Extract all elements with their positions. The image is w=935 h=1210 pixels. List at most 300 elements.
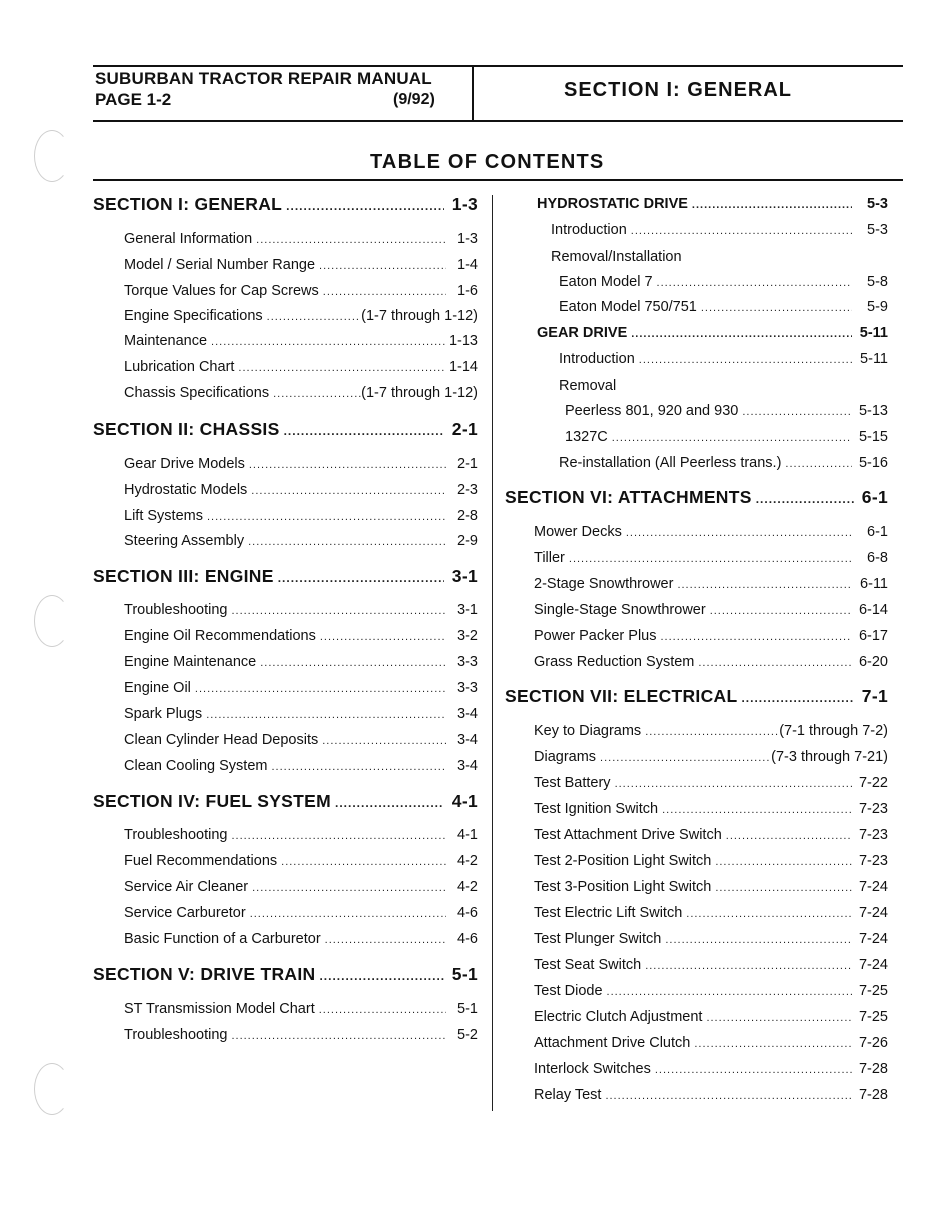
toc-section-label: SECTION IV: FUEL SYSTEM — [93, 791, 331, 811]
toc-page-ref: 6-17 — [858, 628, 888, 644]
section-heading: SECTION I: GENERAL — [564, 79, 793, 101]
toc-entry-label: Chassis Specifications — [124, 385, 270, 401]
toc-row — [534, 827, 888, 843]
dot-leader — [615, 778, 852, 790]
toc-entry-introduction — [559, 351, 888, 367]
toc-entry-hydrostatic-drive — [537, 196, 888, 212]
toc-entry-test-plunger-switch — [534, 931, 888, 947]
toc-page-ref: 5-11 — [860, 351, 888, 367]
toc-row — [534, 1061, 888, 1077]
dot-leader — [238, 362, 445, 374]
toc-page-ref: 3-4 — [457, 758, 478, 774]
toc-entry-lift-systems — [124, 508, 478, 524]
toc-row — [559, 455, 888, 471]
binder-hole-mark — [34, 595, 70, 647]
toc-title: TABLE OF CONTENTS — [370, 151, 605, 173]
toc-row — [534, 801, 888, 817]
dot-leader — [231, 830, 446, 842]
toc-entry-2-stage-snowthrower — [534, 576, 888, 592]
dot-leader — [249, 459, 446, 471]
toc-entry-label: Test Electric Lift Switch — [534, 905, 683, 921]
toc-row — [537, 196, 888, 212]
toc-entry-test-electric-lift-switch — [534, 905, 888, 921]
toc-entry-fuel-recommendations — [124, 853, 478, 869]
toc-section-section-iv-fuel-system — [93, 791, 478, 812]
toc-section-section-i-general — [93, 194, 478, 215]
toc-entry-maintenance — [124, 333, 478, 349]
toc-row — [124, 732, 478, 748]
dot-leader — [645, 726, 779, 738]
dot-leader — [677, 579, 852, 591]
toc-entry-lubrication-chart — [124, 359, 478, 375]
toc-row — [124, 706, 478, 722]
toc-row — [559, 274, 888, 290]
toc-entry-label: Test Ignition Switch — [534, 801, 659, 817]
toc-page-ref: 7-28 — [858, 1061, 888, 1077]
toc-entry-clean-cooling-system — [124, 758, 478, 774]
toc-page-ref: 6-8 — [867, 550, 888, 566]
column-divider — [492, 195, 493, 1111]
toc-entry-label: Introduction — [559, 351, 635, 367]
dot-leader — [639, 354, 852, 366]
toc-section-label: SECTION II: CHASSIS — [93, 419, 280, 439]
dot-leader — [726, 830, 852, 842]
binder-hole-mark — [34, 130, 70, 182]
toc-row — [534, 524, 888, 540]
toc-page-ref: 5-16 — [858, 455, 888, 471]
toc-entry-label: Diagrams — [534, 749, 597, 765]
toc-row — [93, 566, 478, 587]
dot-leader — [284, 424, 444, 438]
toc-page-ref: 7-25 — [858, 983, 888, 999]
toc-row — [534, 1009, 888, 1025]
binder-hole-mark — [34, 1063, 70, 1115]
toc-entry-steering-assembly — [124, 533, 478, 549]
toc-row — [124, 931, 478, 947]
toc-entry-label: Test Battery — [534, 775, 611, 791]
toc-entry-test-battery — [534, 775, 888, 791]
toc-entry-general-information — [124, 231, 478, 247]
toc-row — [565, 403, 888, 419]
toc-row — [124, 758, 478, 774]
toc-page-ref: 4-6 — [457, 931, 478, 947]
toc-entry-label: GEAR DRIVE — [537, 325, 628, 341]
toc-page-ref: 1-14 — [448, 359, 478, 375]
toc-section-section-vii-electrical — [505, 686, 888, 707]
manual-title: SUBURBAN TRACTOR REPAIR MANUAL — [95, 69, 432, 88]
toc-entry-1327c — [565, 429, 888, 445]
dot-leader — [569, 553, 852, 565]
toc-entry-label: Grass Reduction System — [534, 654, 695, 670]
dot-leader — [231, 1030, 446, 1042]
toc-page-ref: 2-1 — [457, 456, 478, 472]
dot-leader — [195, 683, 446, 695]
toc-entry-label: ST Transmission Model Chart — [124, 1001, 315, 1017]
dot-leader — [319, 260, 446, 272]
toc-row — [124, 283, 478, 299]
toc-row — [534, 957, 888, 973]
toc-entry-label: Troubleshooting — [124, 602, 228, 618]
dot-leader — [250, 908, 446, 920]
dot-leader — [626, 527, 852, 539]
toc-page-ref: 1-3 — [457, 231, 478, 247]
dot-leader — [701, 302, 852, 314]
toc-entry-model-serial-number-range — [124, 257, 478, 273]
toc-entry-label: Service Carburetor — [124, 905, 246, 921]
toc-page-ref: 2-1 — [451, 419, 478, 439]
toc-row — [505, 487, 888, 508]
toc-row — [124, 482, 478, 498]
toc-row — [534, 853, 888, 869]
toc-entry-label: Model / Serial Number Range — [124, 257, 316, 273]
toc-entry-spark-plugs — [124, 706, 478, 722]
toc-entry-label: Lubrication Chart — [124, 359, 235, 375]
dot-leader — [686, 908, 852, 920]
toc-entry-label: Electric Clutch Adjustment — [534, 1009, 703, 1025]
toc-entry-troubleshooting — [124, 1027, 478, 1043]
toc-page-ref: 3-3 — [457, 654, 478, 670]
toc-page-ref: 1-6 — [457, 283, 478, 299]
toc-page-ref: 7-26 — [858, 1035, 888, 1051]
toc-row — [537, 325, 888, 341]
toc-page-ref: 6-1 — [861, 487, 888, 507]
dot-leader — [645, 960, 852, 972]
toc-entry-service-air-cleaner — [124, 879, 478, 895]
dot-leader — [741, 691, 854, 705]
toc-entry-electric-clutch-adjustment — [534, 1009, 888, 1025]
toc-entry-re-installation-all-peerless-trans — [559, 455, 888, 471]
toc-entry-removal — [559, 377, 888, 395]
toc-page-ref: 3-2 — [457, 628, 478, 644]
toc-entry-label: Test 2-Position Light Switch — [534, 853, 712, 869]
toc-entry-st-transmission-model-chart — [124, 1001, 478, 1017]
toc-entry-engine-oil — [124, 680, 478, 696]
toc-page-ref: 7-24 — [858, 879, 888, 895]
toc-entry-label: Relay Test — [534, 1087, 602, 1103]
toc-page-ref: 7-24 — [858, 931, 888, 947]
dot-leader — [600, 752, 771, 764]
toc-entry-troubleshooting — [124, 602, 478, 618]
dot-leader — [662, 804, 852, 816]
toc-entry-label: General Information — [124, 231, 253, 247]
toc-section-section-iii-engine — [93, 566, 478, 587]
toc-entry-test-diode — [534, 983, 888, 999]
dot-leader — [260, 657, 446, 669]
toc-entry-label: Clean Cylinder Head Deposits — [124, 732, 319, 748]
toc-row — [505, 686, 888, 707]
toc-row — [559, 351, 888, 367]
toc-entry-label: Test Plunger Switch — [534, 931, 662, 947]
dot-leader — [742, 406, 852, 418]
toc-entry-label: Spark Plugs — [124, 706, 203, 722]
toc-row — [124, 654, 478, 670]
dot-leader — [756, 492, 854, 506]
dot-leader — [612, 432, 852, 444]
toc-page-ref: 1-13 — [448, 333, 478, 349]
toc-row — [534, 1035, 888, 1051]
dot-leader — [256, 234, 446, 246]
dot-leader — [273, 388, 361, 400]
toc-page-ref: 4-1 — [457, 827, 478, 843]
toc-entry-label: Single-Stage Snowthrower — [534, 602, 706, 618]
toc-entry-relay-test — [534, 1087, 888, 1103]
toc-entry-label: Removal/Installation — [551, 249, 682, 265]
toc-entry-label: Service Air Cleaner — [124, 879, 249, 895]
toc-page-ref: 7-24 — [858, 905, 888, 921]
toc-entry-tiller — [534, 550, 888, 566]
dot-leader — [320, 631, 446, 643]
toc-entry-peerless-801-920-and-930 — [565, 403, 888, 419]
toc-entry-label: Attachment Drive Clutch — [534, 1035, 691, 1051]
toc-entry-test-ignition-switch — [534, 801, 888, 817]
toc-row — [534, 576, 888, 592]
toc-entry-label: Basic Function of a Carburetor — [124, 931, 321, 947]
toc-entry-label: Re-installation (All Peerless trans.) — [559, 455, 782, 471]
toc-entry-label: Troubleshooting — [124, 827, 228, 843]
toc-entry-basic-function-of-a-carburetor — [124, 931, 478, 947]
toc-entry-service-carburetor — [124, 905, 478, 921]
dot-leader — [319, 969, 444, 983]
toc-row — [534, 723, 888, 739]
toc-entry-label: Test Attachment Drive Switch — [534, 827, 722, 843]
header-divider — [472, 65, 474, 122]
toc-section-label: SECTION V: DRIVE TRAIN — [93, 964, 316, 984]
toc-page-ref: (1-7 through 1-12) — [361, 385, 478, 401]
toc-section-label: SECTION VII: ELECTRICAL — [505, 686, 738, 706]
dot-leader — [694, 1038, 852, 1050]
dot-leader — [286, 199, 444, 213]
toc-page-ref: 5-13 — [858, 403, 888, 419]
toc-page-ref: (1-7 through 1-12) — [361, 308, 478, 324]
toc-entry-label: Engine Oil Recommendations — [124, 628, 316, 644]
toc-entry-label: Fuel Recommendations — [124, 853, 278, 869]
toc-entry-label: Removal — [559, 378, 617, 394]
toc-row — [124, 308, 478, 324]
toc-entry-interlock-switches — [534, 1061, 888, 1077]
toc-entry-introduction — [551, 222, 888, 238]
toc-page-ref: 6-20 — [858, 654, 888, 670]
dot-leader — [785, 458, 852, 470]
toc-entry-label: Test Diode — [534, 983, 603, 999]
toc-page-ref: 4-1 — [451, 791, 478, 811]
dot-leader — [231, 605, 446, 617]
toc-row — [124, 333, 478, 349]
toc-entry-label: 1327C — [565, 429, 608, 445]
toc-page-ref: 7-23 — [858, 801, 888, 817]
toc-page-ref: 7-22 — [858, 775, 888, 791]
toc-entry-label: 2-Stage Snowthrower — [534, 576, 674, 592]
toc-entry-label: Test Seat Switch — [534, 957, 642, 973]
toc-row — [534, 628, 888, 644]
toc-entry-label: Engine Specifications — [124, 308, 263, 324]
toc-entry-test-attachment-drive-switch — [534, 827, 888, 843]
toc-row — [124, 1001, 478, 1017]
dot-leader — [631, 225, 852, 237]
toc-entry-label: HYDROSTATIC DRIVE — [537, 196, 688, 212]
toc-page-ref: 7-1 — [861, 686, 888, 706]
toc-row — [124, 359, 478, 375]
toc-entry-label: Introduction — [551, 222, 627, 238]
toc-page-ref: 2-3 — [457, 482, 478, 498]
dot-leader — [605, 1090, 852, 1102]
toc-page-ref: 5-1 — [451, 964, 478, 984]
toc-entry-chassis-specifications — [124, 385, 478, 401]
toc-entry-single-stage-snowthrower — [534, 602, 888, 618]
toc-section-label: SECTION I: GENERAL — [93, 194, 283, 214]
toc-row — [124, 602, 478, 618]
toc-row — [534, 550, 888, 566]
dot-leader — [207, 511, 446, 523]
toc-page-ref: 4-6 — [457, 905, 478, 921]
toc-row — [534, 931, 888, 947]
toc-entry-hydrostatic-models — [124, 482, 478, 498]
toc-entry-key-to-diagrams — [534, 723, 888, 739]
dot-leader — [631, 328, 852, 340]
toc-entry-label: Steering Assembly — [124, 533, 245, 549]
toc-row — [124, 879, 478, 895]
toc-rule — [93, 179, 903, 181]
dot-leader — [267, 311, 361, 323]
toc-page-ref: 6-14 — [858, 602, 888, 618]
toc-row — [93, 194, 478, 215]
toc-page-ref: 5-3 — [867, 196, 888, 212]
dot-leader — [655, 1064, 852, 1076]
toc-entry-engine-specifications — [124, 308, 478, 324]
toc-entry-label: Peerless 801, 920 and 930 — [565, 403, 739, 419]
toc-row — [124, 905, 478, 921]
toc-row — [124, 533, 478, 549]
toc-page-ref: 5-8 — [867, 274, 888, 290]
toc-row — [534, 1087, 888, 1103]
dot-leader — [715, 882, 852, 894]
toc-entry-label: Eaton Model 750/751 — [559, 299, 697, 315]
toc-row — [124, 628, 478, 644]
toc-entry-label: Clean Cooling System — [124, 758, 268, 774]
toc-entry-gear-drive — [537, 325, 888, 341]
toc-entry-label: Tiller — [534, 550, 565, 566]
toc-page-ref: 5-2 — [457, 1027, 478, 1043]
toc-entry-label: Torque Values for Cap Screws — [124, 283, 319, 299]
toc-entry-label: Engine Oil — [124, 680, 191, 696]
dot-leader — [657, 277, 852, 289]
toc-page-ref: 7-23 — [858, 827, 888, 843]
dot-leader — [211, 336, 445, 348]
toc-entry-label: Maintenance — [124, 333, 208, 349]
toc-entry-label: Test 3-Position Light Switch — [534, 879, 712, 895]
dot-leader — [661, 631, 853, 643]
toc-section-section-v-drive-train — [93, 964, 478, 985]
toc-row — [534, 749, 888, 765]
header-bottom-rule — [93, 120, 903, 122]
dot-leader — [271, 761, 446, 773]
toc-page-ref: (7-1 through 7-2) — [779, 723, 888, 739]
toc-row — [124, 680, 478, 696]
toc-row — [534, 983, 888, 999]
toc-entry-eaton-model-750-751 — [559, 299, 888, 315]
toc-section-label: SECTION III: ENGINE — [93, 566, 274, 586]
toc-row — [565, 429, 888, 445]
toc-page-ref: 7-25 — [858, 1009, 888, 1025]
toc-page-ref: 5-9 — [867, 299, 888, 315]
page-number: PAGE 1-2 — [95, 90, 172, 109]
toc-section-section-vi-attachments — [505, 487, 888, 508]
dot-leader — [281, 856, 446, 868]
toc-page-ref: 2-8 — [457, 508, 478, 524]
toc-entry-label: Mower Decks — [534, 524, 622, 540]
toc-row — [534, 879, 888, 895]
toc-page-ref: (7-3 through 7-21) — [771, 749, 888, 765]
toc-row — [559, 299, 888, 315]
toc-page-ref: 7-23 — [858, 853, 888, 869]
toc-row — [534, 775, 888, 791]
toc-row — [124, 1027, 478, 1043]
toc-page-ref: 3-3 — [457, 680, 478, 696]
toc-row — [124, 853, 478, 869]
toc-entry-engine-oil-recommendations — [124, 628, 478, 644]
toc-row — [534, 905, 888, 921]
toc-page-ref: 3-4 — [457, 706, 478, 722]
dot-leader — [607, 986, 852, 998]
toc-entry-label: Power Packer Plus — [534, 628, 657, 644]
toc-row — [124, 257, 478, 273]
dot-leader — [319, 1004, 446, 1016]
toc-page-ref: 4-2 — [457, 879, 478, 895]
toc-page-ref: 5-15 — [858, 429, 888, 445]
toc-row — [534, 654, 888, 670]
toc-entry-label: Key to Diagrams — [534, 723, 642, 739]
dot-leader — [248, 536, 446, 548]
toc-entry-test-2-position-light-switch — [534, 853, 888, 869]
toc-entry-label: Eaton Model 7 — [559, 274, 653, 290]
toc-row — [534, 602, 888, 618]
toc-page-ref: 3-1 — [451, 566, 478, 586]
toc-entry-label: Gear Drive Models — [124, 456, 245, 472]
toc-entry-attachment-drive-clutch — [534, 1035, 888, 1051]
toc-page-ref: 7-28 — [858, 1087, 888, 1103]
dot-leader — [206, 709, 446, 721]
toc-page-ref: 5-1 — [457, 1001, 478, 1017]
toc-entry-clean-cylinder-head-deposits — [124, 732, 478, 748]
toc-entry-eaton-model-7 — [559, 274, 888, 290]
dot-leader — [692, 199, 852, 211]
toc-entry-engine-maintenance — [124, 654, 478, 670]
dot-leader — [710, 605, 852, 617]
toc-page-ref: 1-4 — [457, 257, 478, 273]
toc-section-section-ii-chassis — [93, 419, 478, 440]
toc-page-ref: 1-3 — [451, 194, 478, 214]
dot-leader — [335, 796, 444, 810]
toc-entry-label: Engine Maintenance — [124, 654, 257, 670]
toc-entry-test-seat-switch — [534, 957, 888, 973]
toc-row — [124, 456, 478, 472]
toc-row — [124, 508, 478, 524]
toc-page-ref: 3-4 — [457, 732, 478, 748]
dot-leader — [251, 485, 446, 497]
toc-entry-power-packer-plus — [534, 628, 888, 644]
toc-row — [551, 222, 888, 238]
toc-entry-torque-values-for-cap-screws — [124, 283, 478, 299]
toc-section-label: SECTION VI: ATTACHMENTS — [505, 487, 752, 507]
toc-entry-label: Interlock Switches — [534, 1061, 651, 1077]
toc-entry-diagrams — [534, 749, 888, 765]
revision-date: (9/92) — [393, 91, 435, 108]
dot-leader — [665, 934, 852, 946]
toc-page-ref: 6-11 — [860, 576, 888, 592]
toc-row — [124, 385, 478, 401]
toc-page-ref: 6-1 — [867, 524, 888, 540]
dot-leader — [325, 934, 446, 946]
toc-entry-label: Hydrostatic Models — [124, 482, 248, 498]
